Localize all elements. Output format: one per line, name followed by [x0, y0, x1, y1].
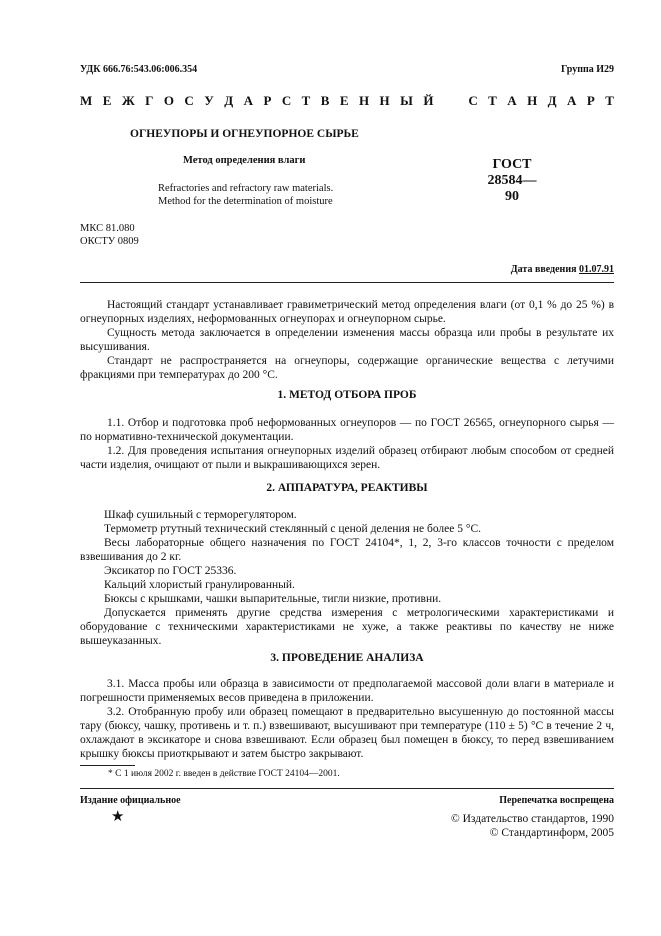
section-2-paragraph: Весы лабораторные общего назначения по ГОСТ 24104*, 1, 2, 3-го классов точности с пределом взвешивания до 2 кг. — [80, 537, 614, 563]
banner-letter: В — [320, 93, 330, 108]
copyright-line: © Стандартинформ, 2005 — [489, 827, 614, 839]
gost-label: ГОСТ — [492, 157, 532, 172]
standard-banner — [80, 93, 614, 109]
banner-letter: О — [163, 93, 174, 108]
banner-letter: Д — [547, 93, 557, 108]
banner-letter: С — [281, 93, 292, 108]
banner-letter: Н — [527, 93, 538, 108]
section-2-paragraph: Кальций хлористый гранулированный. — [104, 579, 295, 591]
intro-paragraph: Сущность метода заключается в определении изменения массы образца или пробы в результате их высушивания. — [80, 327, 614, 353]
banner-letter: Н — [379, 93, 390, 108]
introduction-date-value: 01.07.91 — [579, 264, 614, 275]
english-title-line-2: Method for the determination of moisture — [158, 196, 333, 207]
section-1-paragraph: 1.1. Отбор и подготовка проб неформованных огнеупоров — по ГОСТ 26565, огнеупорного сырья — по нормативно-технической документации. — [80, 417, 614, 443]
banner-letter: Ы — [400, 93, 413, 108]
banner-letter: Р — [263, 93, 272, 108]
section-1-heading: 1. МЕТОД ОТБОРА ПРОБ — [277, 389, 417, 401]
section-3-body — [80, 677, 614, 761]
banner-letter: А — [567, 93, 577, 108]
reprint-notice: Перепечатка воспрещена — [499, 795, 614, 806]
banner-letter: А — [243, 93, 253, 108]
banner-letter: Т — [488, 93, 497, 108]
intro-section — [80, 298, 614, 382]
banner-letter: Й — [423, 93, 434, 108]
footer-divider — [80, 788, 614, 789]
section-2-body — [80, 508, 614, 648]
header-divider — [80, 282, 614, 283]
banner-letter: Р — [586, 93, 595, 108]
copyright-block — [420, 812, 614, 840]
banner-letter: Т — [605, 93, 614, 108]
document-title: ОГНЕУПОРЫ И ОГНЕУПОРНОЕ СЫРЬЕ — [130, 128, 359, 140]
gost-number: 28584—90 — [487, 173, 537, 204]
official-edition-label: Издание официальное — [80, 795, 181, 806]
section-1-paragraph: 1.2. Для проведения испытания огнеупорных изделий образец отбирают любым способом от средней части изделия, очищают от пыли и выкрашивающихся зерен. — [80, 445, 614, 471]
gost-designation — [487, 157, 537, 205]
banner-letter: М — [80, 93, 93, 108]
footnote: * С 1 июля 2002 г. введен в действие ГОСТ 24104—2001. — [108, 769, 340, 779]
section-2-heading: 2. АППАРАТУРА, РЕАКТИВЫ — [266, 482, 428, 494]
section-2-paragraph: Термометр ртутный технический стеклянный с ценой деления не более 5 °С. — [104, 523, 482, 535]
banner-letter: У — [204, 93, 214, 108]
english-title-line-1: Refractories and refractory raw materials. — [158, 183, 334, 194]
banner-letter: Д — [224, 93, 234, 108]
banner-letter: С — [468, 93, 478, 108]
banner-letter: Е — [339, 93, 349, 108]
document-subtitle: Метод определения влаги — [183, 155, 306, 166]
banner-letter: Г — [145, 93, 154, 108]
classification-codes — [80, 222, 139, 248]
mks-code: МКС 81.080 — [80, 223, 135, 234]
introduction-date — [440, 264, 614, 275]
group-code: Группа И29 — [561, 64, 614, 75]
section-3-paragraph: 3.2. Отобранную пробу или образец помещают в предварительно высушенную до постоянной массы тару (бюксу, чашку, противень и т. п.) взвешивают, высушивают при температуре (110 ± 5) °С в течение 2 ч, охлаждают в эксикаторе и снова взвешивают. Если образец был помещен в бюксу, то перед взвешиванием крышку бюксы приоткрывают и затем быстро закрывают. — [80, 706, 614, 760]
copyright-line: © Издательство стандартов, 1990 — [450, 813, 614, 825]
section-1-body — [80, 416, 614, 472]
banner-letter: С — [184, 93, 194, 108]
banner-letter: А — [507, 93, 517, 108]
okstu-code: ОКСТУ 0809 — [80, 236, 139, 247]
section-2-paragraph: Бюксы с крышками, чашки выпарительные, тигли низкие, противни. — [104, 593, 442, 605]
banner-letter: Е — [102, 93, 112, 108]
section-3-paragraph: 3.1. Масса пробы или образца в зависимости от предполагаемой массовой доли влаги в материале и погрешности применяемых весов приведена в приложении. — [80, 678, 614, 704]
banner-word-gap — [444, 93, 458, 109]
section-2-paragraph: Шкаф сушильный с терморегулятором. — [104, 509, 297, 521]
english-title — [158, 182, 333, 208]
footnote-rule — [80, 765, 135, 766]
banner-letter: Н — [358, 93, 370, 108]
udk-code: УДК 666.76:543.06:006.354 — [80, 64, 198, 75]
banner-letter: Ж — [121, 93, 135, 108]
intro-paragraph: Стандарт не распространяется на огнеупоры, содержащие органические вещества с летучими фракциями при температурах до 200 °С. — [80, 355, 614, 381]
star-icon: ★ — [111, 809, 125, 825]
section-2-paragraph: Эксикатор по ГОСТ 25336. — [104, 565, 237, 577]
section-3-heading: 3. ПРОВЕДЕНИЕ АНАЛИЗА — [270, 652, 424, 664]
introduction-date-label: Дата введения — [510, 264, 579, 275]
intro-paragraph: Настоящий стандарт устанавливает гравиметрический метод определения влаги (от 0,1 % до 25 %) в огнеупорных изделиях, неформованных огнеупорах и огнеупорном сырье. — [80, 299, 614, 325]
section-2-paragraph: Допускается применять другие средства измерения с метрологическими характеристиками и оборудование с техническими характеристиками не хуже, а также реактивы по качеству не ниже вышеуказанных. — [80, 607, 614, 647]
banner-letter: Т — [301, 93, 311, 108]
